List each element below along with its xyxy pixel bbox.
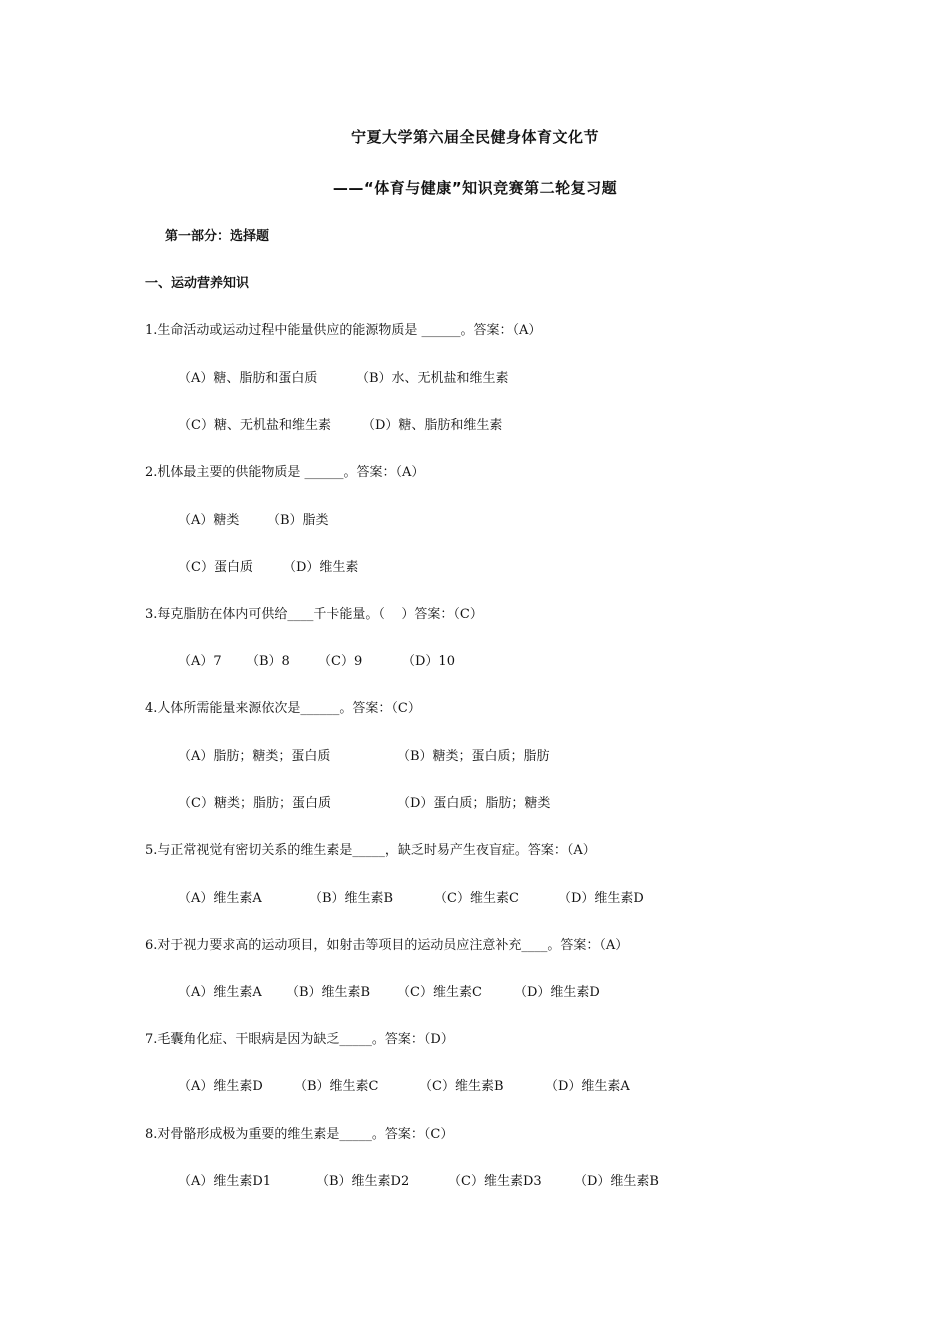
option-b: （B）维生素D2 xyxy=(316,1174,410,1189)
option-d: （D）维生素 xyxy=(283,560,359,575)
option-a: （A）脂肪；糖类；蛋白质 xyxy=(178,749,331,764)
question-3: 3.每克脂肪在体内可供给____千卡能量。（ ）答案：（C） xyxy=(145,607,483,622)
document-subtitle: ——“体育与健康”知识竞赛第二轮复习题 xyxy=(332,179,618,197)
part-heading: 第一部分：选择题 xyxy=(165,229,270,244)
option-d: （D）10 xyxy=(402,654,455,669)
question-8: 8.对骨骼形成极为重要的维生素是_____。答案：（C） xyxy=(145,1127,454,1142)
option-c: （C）蛋白质 xyxy=(178,560,253,575)
section-heading: 一、运动营养知识 xyxy=(145,276,250,291)
option-b: （B）维生素C xyxy=(294,1079,379,1094)
option-b: （B）维生素B xyxy=(286,985,371,1000)
option-c: （C）糖、无机盐和维生素 xyxy=(178,418,331,433)
option-a: （A）维生素A xyxy=(178,985,262,1000)
option-a: （A）维生素D xyxy=(178,1079,263,1094)
option-a: （A）维生素A xyxy=(178,891,262,906)
option-c: （C）糖类；脂肪；蛋白质 xyxy=(178,796,331,811)
option-c: （C）维生素C xyxy=(434,891,519,906)
option-a: （A）维生素D1 xyxy=(178,1174,272,1189)
option-b: （B）8 xyxy=(246,654,290,669)
option-b: （B）水、无机盐和维生素 xyxy=(356,371,509,386)
option-c: （C）维生素C xyxy=(397,985,482,1000)
option-d: （D）维生素D xyxy=(514,985,600,1000)
option-a: （A）糖类 xyxy=(178,513,240,528)
question-6: 6.对于视力要求高的运动项目，如射击等项目的运动员应注意补充____。答案：（A） xyxy=(145,938,629,953)
option-b: （B）维生素B xyxy=(309,891,394,906)
option-b: （B）脂类 xyxy=(267,513,329,528)
option-b: （B）糖类；蛋白质；脂肪 xyxy=(397,749,550,764)
option-a: （A）7 xyxy=(178,654,222,669)
option-a: （A）糖、脂肪和蛋白质 xyxy=(178,371,318,386)
option-d: （D）维生素D xyxy=(558,891,644,906)
option-c: （C）维生素B xyxy=(419,1079,504,1094)
option-d: （D）维生素B xyxy=(574,1174,659,1189)
question-7: 7.毛囊角化症、干眼病是因为缺乏_____。答案：（D） xyxy=(145,1032,454,1047)
question-4: 4.人体所需能量来源依次是______。答案：（C） xyxy=(145,701,421,716)
document-title: 宁夏大学第六届全民健身体育文化节 xyxy=(350,128,599,146)
question-1: 1.生命活动或运动过程中能量供应的能源物质是 ______。答案：（A） xyxy=(145,323,542,338)
option-d: （D）维生素A xyxy=(545,1079,630,1094)
option-c: （C）维生素D3 xyxy=(448,1174,542,1189)
question-2: 2.机体最主要的供能物质是 ______。答案：（A） xyxy=(145,465,425,480)
option-d: （D）糖、脂肪和维生素 xyxy=(362,418,503,433)
question-5: 5.与正常视觉有密切关系的维生素是_____，缺乏时易产生夜盲症。答案：（A） xyxy=(145,843,596,858)
option-d: （D）蛋白质；脂肪；糖类 xyxy=(397,796,551,811)
option-c: （C）9 xyxy=(318,654,363,669)
